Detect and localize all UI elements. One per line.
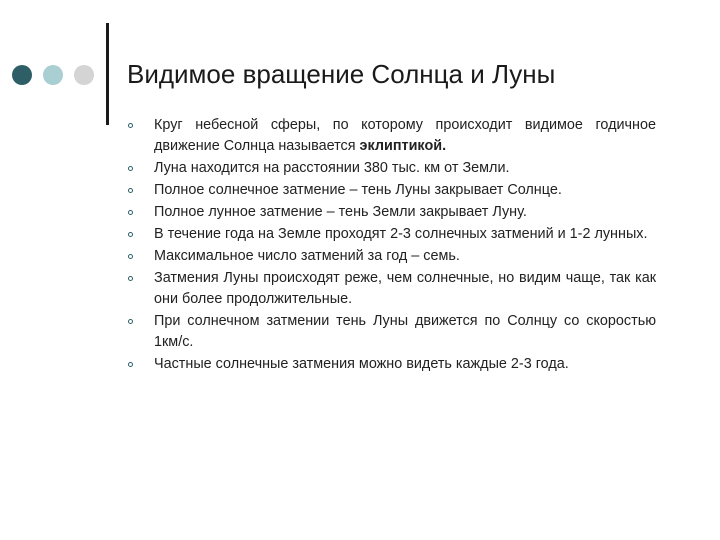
bullet-item [128, 158, 656, 179]
bullet-circle-icon [128, 276, 133, 281]
bullet-circle-icon [128, 254, 133, 259]
bullet-item [128, 354, 656, 375]
bullet-circle-icon [128, 232, 133, 237]
bullet-text: Максимальное число затмений за год – семь. [154, 248, 460, 264]
gray-dot-icon [74, 65, 94, 85]
slide-title: Видимое вращение Солнца и Луны [127, 59, 556, 89]
bullet-text: В течение года на Земле проходят 2-3 солнечных затмений и 1-2 лунных. [154, 226, 648, 242]
decorative-dots [12, 65, 94, 85]
bullet-item [128, 115, 656, 157]
bullet-circle-icon [128, 319, 133, 324]
bullet-text: Частные солнечные затмения можно видеть каждые 2-3 года. [154, 356, 569, 372]
bullet-text: Полное солнечное затмение – тень Луны закрывает Солнце. [154, 182, 562, 198]
bullet-text: При солнечном затмении тень Луны движется по Солнцу со скоростью 1км/с. [154, 313, 656, 350]
bullet-item [128, 268, 656, 310]
title-divider-bar [106, 23, 109, 125]
bullet-circle-icon [128, 166, 133, 171]
bullet-circle-icon [128, 362, 133, 367]
bullet-circle-icon [128, 188, 133, 193]
bullet-text: Полное лунное затмение – тень Земли закрывает Луну. [154, 204, 527, 220]
light-teal-dot-icon [43, 65, 63, 85]
dark-teal-dot-icon [12, 65, 32, 85]
bullet-text: Затмения Луны происходят реже, чем солнечные, но видим чаще, так как они более продолжительные. [154, 270, 656, 307]
bullet-item [128, 246, 656, 267]
bullet-circle-icon [128, 123, 133, 128]
bullet-bold-term: эклиптикой. [359, 138, 447, 154]
bullet-item [128, 311, 656, 353]
bullet-text: Луна находится на расстоянии 380 тыс. км от Земли. [154, 160, 510, 176]
bullet-list [128, 115, 656, 376]
bullet-circle-icon [128, 210, 133, 215]
bullet-item [128, 180, 656, 201]
bullet-item [128, 202, 656, 223]
bullet-item [128, 224, 656, 245]
bullet-text: Круг небесной сферы, по которому происходит видимое годичное движение Солнца называется эклиптикой. [154, 117, 656, 154]
